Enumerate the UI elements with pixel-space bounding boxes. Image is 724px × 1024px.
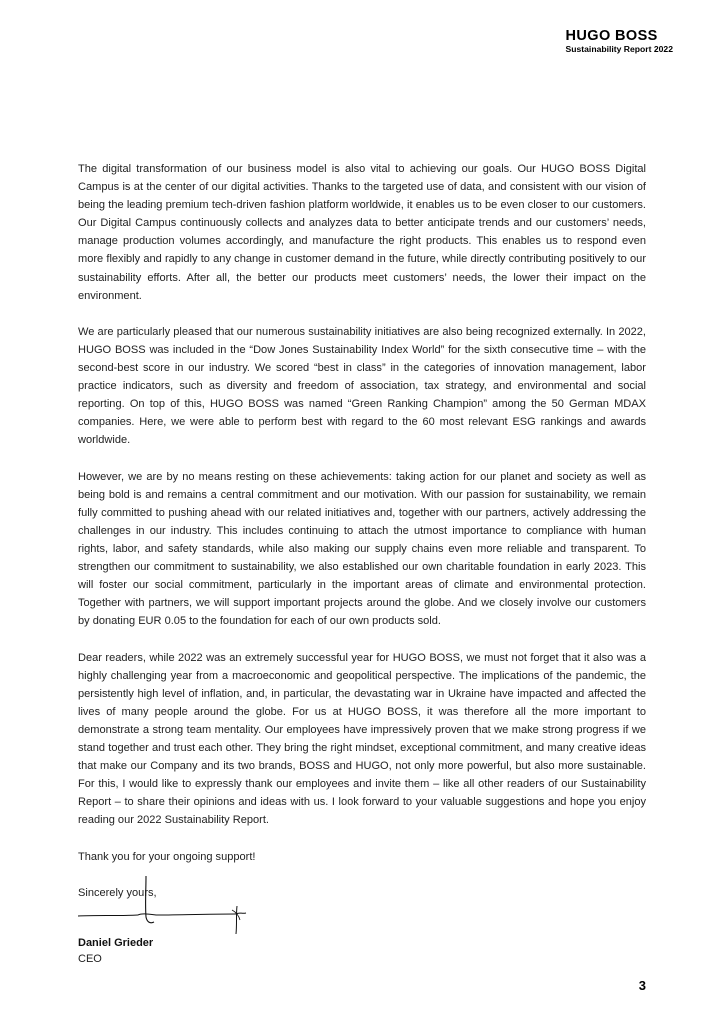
paragraph-commitment: However, we are by no means resting on these achievements: taking action for our planet and society as well as being bold is and remains a central commitment and our motivation. With our passion for sustainability, we remain fully committed to pushing ahead with our related initiatives and, together with our partners, actively addressing the challenges in our industry. This includes continuing to attach the utmost importance to compliance with human rights, labor, and safety standards, while also making our supply chains even more reliable and transparent. To strengthen our commitment to sustainability, we also established our own charitable foundation in early 2023. This will foster our social commitment, particularly in the important areas of climate and environmental protection. Together with partners, we will support important projects around the globe. And we closely involve our customers by donating EUR 0.05 to the foundation for each of our own products sold. bbox=[78, 470, 646, 628]
paragraph-dear-readers: Dear readers, while 2022 was an extremely successful year for HUGO BOSS, we must not forget that it also was a highly challenging year from a macroeconomic and geopolitical perspective. The implications of the pandemic, the persistently high level of inflation, and, in particular, the devastating war in Ukraine have impacted and affected the lives of many people around the globe. For us at HUGO BOSS, it was therefore all the more important to demonstrate a strong team mentality. Our employees have impressively proven that we make strong progress if we stand together and trust each other. They bring the right mindset, exceptional commitment, and many creative ideas that make our Company and its two brands, BOSS and HUGO, not only more powerful, but also more sustainable. For this, I would like to expressly thank our employees and invite them – like all other readers of our Sustainability Report – to share their opinions and ideas with us. I look forward to your valuable suggestions and hope you enjoy reading our 2022 Sustainability Report. bbox=[78, 651, 646, 827]
report-header bbox=[566, 28, 673, 55]
signer-name: Daniel Grieder bbox=[78, 937, 154, 949]
paragraph-recognition: We are particularly pleased that our numerous sustainability initiatives are also being recognized externally. In 2022, HUGO BOSS was included in the “Dow Jones Sustainability Index World” for the sixth consecutive time – with the second-best score in our industry. We scored “best in class” in the categories of innovation management, labor practice indicators, such as diversity and freedom of association, tax strategy, and environmental and social reporting. On top of this, HUGO BOSS was named “Green Ranking Champion” among the 50 German MDAX companies. Here, we were able to perform best with regard to the 60 most relevant ESG rankings and awards worldwide. bbox=[78, 325, 646, 447]
signer-block bbox=[78, 935, 153, 967]
letter-body bbox=[78, 160, 646, 902]
signer-role: CEO bbox=[78, 953, 102, 965]
page-number: 3 bbox=[638, 978, 646, 993]
closing-salutation: Sincerely yours, bbox=[78, 886, 157, 899]
report-title: Sustainability Report 2022 bbox=[565, 44, 673, 54]
paragraph-digital-transformation: The digital transformation of our business model is also vital to achieving our goals. Our HUGO BOSS Digital Campus is at the center of our digital activities. Thanks to the targeted use of data, and consistent with our vision of being the leading premium tech-driven fashion platform worldwide, it enables us to be even closer to our customers. Our Digital Campus continuously collects and analyzes data to better anticipate trends and our customers’ needs, manage production volumes accordingly, and manufacture the right products. This enables us to respond even more flexibly and rapidly to any change in customer demand in the future, while directly contributing positively to our sustainability efforts. After all, the better our products meet customers’ needs, the lower their impact on the environment. bbox=[78, 163, 646, 302]
paragraph-thanks: Thank you for your ongoing support! bbox=[78, 850, 256, 863]
brand-name: HUGO BOSS bbox=[565, 28, 658, 44]
signature-image bbox=[76, 872, 254, 936]
